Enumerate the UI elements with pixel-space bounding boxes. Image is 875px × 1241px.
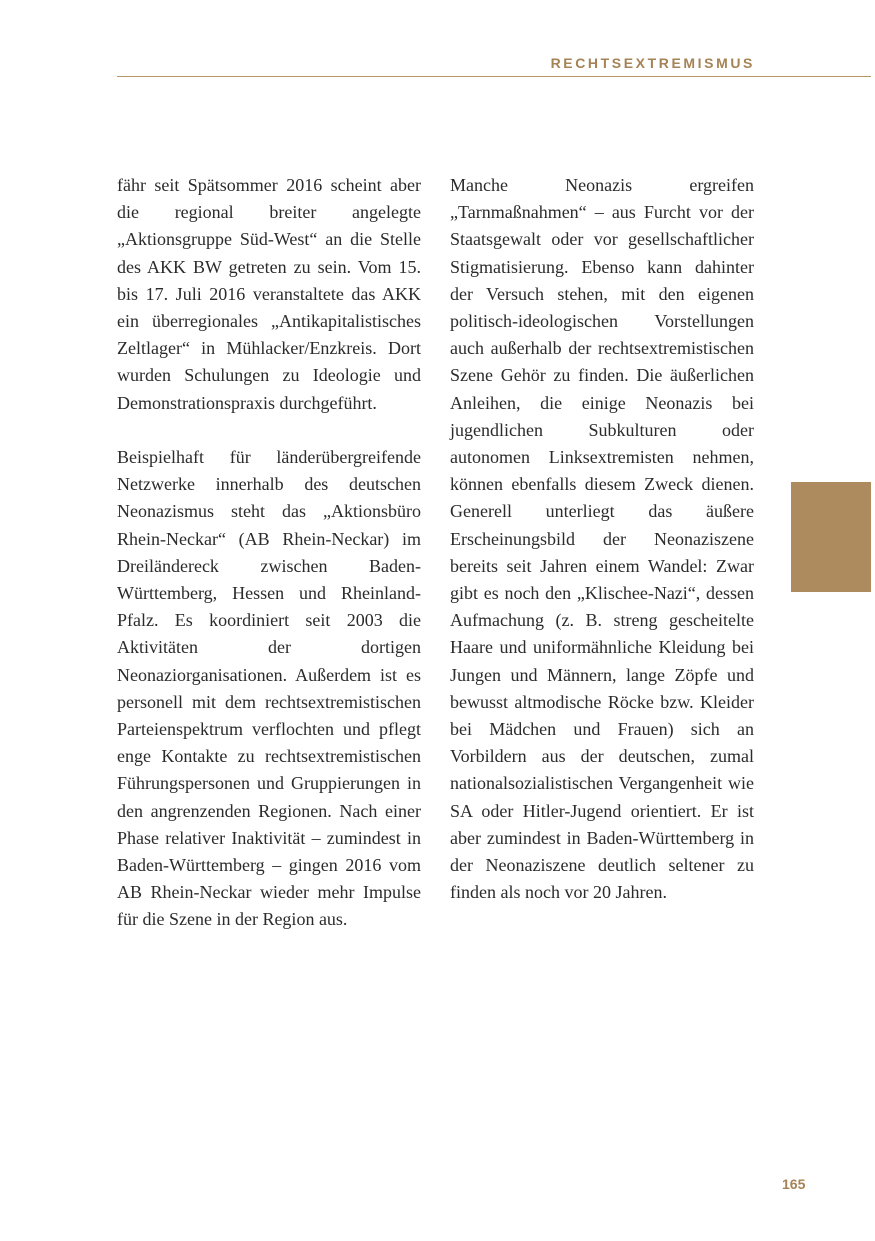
header-rule	[117, 76, 871, 77]
right-text-column	[450, 172, 754, 906]
left-text-column	[117, 172, 421, 934]
paragraph: Beispielhaft für länderübergreifende Netzwerke innerhalb des deutschen Neonazismus steht das „Aktionsbüro Rhein-Neckar“ (AB Rhein-Neckar) im Dreiländereck zwischen Baden-Württemberg, Hessen und Rheinland-Pfalz. Es koordiniert seit 2003 die Aktivitäten der dortigen Neonaziorganisationen. Außerdem ist es personell mit dem rechtsextremistischen Parteienspektrum verflochten und pflegt enge Kontakte zu rechtsextremistischen Führungspersonen und Gruppierungen in den angrenzenden Regionen. Nach einer Phase relativer Inaktivität – zumindest in Baden-Württemberg – gingen 2016 vom AB Rhein-Neckar wieder mehr Impulse für die Szene in der Region aus.	[117, 447, 421, 930]
paragraph: Manche Neonazis ergreifen „Tarnmaßnahmen“ – aus Furcht vor der Staatsgewalt oder vor gesellschaftlicher Stigmatisierung. Ebenso kann dahinter der Versuch stehen, mit den eigenen politisch-ideologischen Vorstellungen auch außerhalb der rechtsextremistischen Szene Gehör zu finden. Die äußerlichen Anleihen, die einige Neonazis bei jugendlichen Subkulturen oder autonomen Linksextremisten nehmen, können ebenfalls diesem Zweck dienen. Generell unterliegt das äußere Erscheinungsbild der Neonaziszene bereits seit Jahren einem Wandel: Zwar gibt es noch den „Klischee-Nazi“, dessen Aufmachung (z. B. streng gescheitelte Haare und uniformähnliche Kleidung bei Jungen und Männern, lange Zöpfe und bewusst altmodische Röcke bzw. Kleider bei Mädchen und Frauen) sich an Vorbildern aus der deutschen, zumal nationalsozialistischen Vergangenheit wie SA oder Hitler-Jugend orientiert. Er ist aber zumindest in Baden-Württemberg in der Neonaziszene deutlich seltener zu finden als noch vor 20 Jahren.	[450, 175, 754, 903]
running-header-title: RECHTSEXTREMISMUS	[550, 55, 755, 71]
paragraph: fähr seit Spätsommer 2016 scheint aber die regional breiter angelegte „Aktionsgruppe Süd-West“ an die Stelle des AKK BW getreten zu sein. Vom 15. bis 17. Juli 2016 veranstaltete das AKK ein überregionales „Antikapitalistisches Zeltlager“ in Mühlacker/Enzkreis. Dort wurden Schulungen zu Ideologie und Demonstrationspraxis durchgeführt.	[117, 175, 421, 413]
page-number: 165	[782, 1176, 806, 1192]
chapter-side-tab	[791, 482, 871, 592]
